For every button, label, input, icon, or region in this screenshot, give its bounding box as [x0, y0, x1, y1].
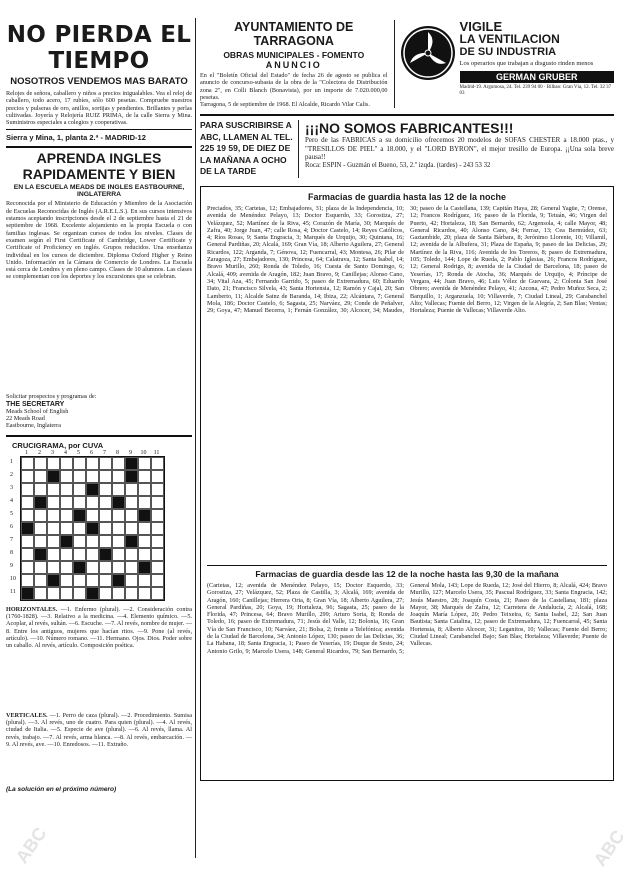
crossword-row-number: 2: [10, 472, 13, 479]
crossword-cell: [86, 509, 99, 522]
crossword-cell: [112, 561, 125, 574]
crossword-cell: [21, 470, 34, 483]
crossword-cell: [138, 457, 151, 470]
crossword-col-number: 3: [51, 449, 54, 456]
crossword-cell: [60, 587, 73, 600]
ayuntamiento-anuncio: ANUNCIO: [265, 60, 322, 70]
crossword-cell: [138, 470, 151, 483]
crossword-cell: [151, 509, 164, 522]
left-column: [6, 0, 192, 793]
crossword-cell: [151, 483, 164, 496]
crossword-cell: [47, 509, 60, 522]
crossword-black-cell: [47, 470, 60, 483]
crossword-cell: [21, 548, 34, 561]
crossword-cell: [112, 587, 125, 600]
crossword-vertical: [6, 712, 192, 784]
ad-ingles-contact-intro: Solicitar prospectos y programas de:: [6, 393, 97, 401]
crossword-horizontal: [6, 606, 192, 710]
ayuntamiento-date: Tarragona, 5 de septiembre de 1968. El Alcalde, Ricardo Vilar Calis.: [200, 101, 370, 109]
ad-relojes-footer: Sierra y Mina, 1, planta 2.ª - MADRID-12: [6, 133, 146, 143]
crossword-black-cell: [60, 535, 73, 548]
crossword-cell: [151, 561, 164, 574]
crossword-cell: [151, 587, 164, 600]
ad-ingles-contact-name: THE SECRETARY: [6, 400, 65, 408]
crossword-row-number: 1: [10, 459, 13, 466]
crossword-cell: [60, 483, 73, 496]
crossword-cell: [138, 496, 151, 509]
crossword-cell: [47, 548, 60, 561]
crossword-row-numbers: [10, 456, 20, 601]
crossword-solution-note: (La solución en el próximo número): [6, 785, 117, 793]
crossword-black-cell: [86, 483, 99, 496]
crossword-cell: [60, 470, 73, 483]
crossword-row-number: 4: [10, 498, 13, 505]
crossword-cell: [138, 522, 151, 535]
crossword-title: CRUCIGRAMA, por CUVA: [12, 440, 104, 450]
ad-ingles-body: Reconocida por el Ministerio de Educación y Miembro de la Asociación de Escuelas Reconocidas de Inglés (A.R.E.L.S.). En sus cursos intensivos estamos aceptando inscripciones desde el 2 de septiembre hasta el 21 de septiembre de 1968. Excelente alojamiento en la propia Escuela o con familias inglesas. Se organizan cursos de todos los niveles. Clases de examen según el First Certificate of Cambridge, Lower Certificate y Certificate of Proficiency en inglés. Grupos reducidos. Una enseñanza individual en los cursos de diciembre. Diploma Oxford Higher y Reino Unido. Información en la Cámara de Comercio de Londres. La Escuela está cerca de Londres y en pleno campo. Clases de 10 alumnos. Las clases se complementan con los deportes y los excursiones que se celebran.: [6, 200, 192, 281]
crossword-cell: [86, 496, 99, 509]
crossword-cell: [86, 457, 99, 470]
crossword-cell: [99, 496, 112, 509]
crossword-grid: [20, 456, 165, 601]
crossword-cell: [151, 470, 164, 483]
crossword-row-number: 9: [10, 563, 13, 570]
crossword-cell: [125, 509, 138, 522]
crossword-cell: [138, 535, 151, 548]
crossword-black-cell: [86, 522, 99, 535]
crossword-cell: [21, 535, 34, 548]
crossword-cell: [112, 483, 125, 496]
crossword-cell: [47, 457, 60, 470]
crossword-col-number: 7: [103, 449, 106, 456]
crossword-black-cell: [73, 509, 86, 522]
crossword-cell: [125, 587, 138, 600]
crossword-cell: [125, 522, 138, 535]
crossword-cell: [73, 457, 86, 470]
crossword-vertical-title: VERTICALES.: [6, 711, 48, 719]
crossword-cell: [60, 522, 73, 535]
ad-ingles-contact-city: Eastbourne, Inglaterra: [6, 422, 61, 430]
crossword-col-number: 10: [140, 449, 147, 456]
crossword-cell: [47, 483, 60, 496]
crossword-black-cell: [125, 457, 138, 470]
crossword-cell: [21, 496, 34, 509]
ventilacion-tagline: Los operarios que trabajan a disgusto rinden menos: [459, 60, 594, 67]
crossword-col-number: 11: [153, 449, 160, 456]
crossword-cell: [99, 561, 112, 574]
ad-relojes-subhead: NOSOTROS VENDEMOS MAS BARATO: [10, 76, 188, 87]
crossword-cell: [151, 457, 164, 470]
crossword-black-cell: [21, 587, 34, 600]
crossword-cell: [112, 548, 125, 561]
crossword-cell: [86, 548, 99, 561]
crossword-col-number: 4: [64, 449, 67, 456]
ventilacion-title-2: LA VENTILACION: [459, 32, 560, 46]
crossword-col-number: 5: [77, 449, 80, 456]
crossword-cell: [47, 496, 60, 509]
ventilacion-title-3: DE SU INDUSTRIA: [459, 46, 557, 58]
ayuntamiento-body: En el "Boletín Oficial del Estado" de fecha 26 de agosto se publica el anuncio de concurso-subasta de la obra de la "Colectora de Distribución zona 2", en Colli Blanch (Bonavista), por un importe de 7.020.000,00 pesetas.: [200, 72, 388, 101]
ad-ingles-headline-2: RAPIDAMENTE Y BIEN: [22, 166, 176, 183]
crossword-cell: [99, 509, 112, 522]
crossword-cell: [34, 509, 47, 522]
crossword-row-number: 11: [10, 589, 16, 596]
crossword-cell: [60, 509, 73, 522]
ventilacion-addresses: Madrid-19. Argumosa, 24. Tel. 239 94 00 · Bilbao: Gran Vía, 12. Tel. 32 37 03: [459, 84, 612, 96]
crossword-cell: [125, 561, 138, 574]
crossword-black-cell: [47, 574, 60, 587]
crossword-horizontal-title: HORIZONTALES.: [6, 605, 58, 613]
crossword-cell: [151, 496, 164, 509]
crossword-cell: [34, 587, 47, 600]
farmacias-noche-headline: Farmacias de guardia desde las 12 de la noche hasta las 9,30 de la mañana: [255, 568, 559, 579]
farmacias-dia-list: Preciados, 35; Cartetas, 12; Embajadores, 31; plaza de la Independencia, 10; avenida de Menéndez Pelayo, 13; Doctor Esquerdo, 33; Gorostiza, 27; Velázquez, 52; Martínez de la Riva, 45; Corazón de María, 30; Marqués de Zafra, 40; Jorge Juan, 47; calle Rosa, 4; Doctor Castelo, 14; Reyes Católicos, 4; Ríos Rosas, 9; Santa Engracia, 3; Marqués de Urquijo, 30; Quintana, 16; General Pardiñas, 20; Alcalá, 169; Gran Vía, 18; Alberto Aguilera, 27; General Ricardos, 122; Arganda, 7; Génova, 12; Fuencarral, 43; Montesa, 26; Pilar de Zaragoza, 27; Embajadores, 130; Princesa, 64; Calatrava, 12; Santa Isabel, 14; Bravo Murillo, 260; Ronda de Toledo, 16; Cuesta de Santo Domingo, 6; Alcalá, 409; avenida de Aragón, 182; Juan Bravo, 9; Canillejas; Alonso Cano, 34; Vital Aza, 45; Fernando Garrido, 5; paseo de Extremadura, 60; Eduardo Dato, 21; Francisco Silvela, 43; Santa Hortensia, 12; Ramón y Cajal, 20; San Lamberto, 11; Alcalde Sainz de Baranda, 14; Ibiza, 22; Alcántara, 7; General Mola, 186; Doctor Castelo, 6; Sagasta, 25; Narváez, 29; Conde de Peñalver, 29; Goya, 47; Manuel Becerra, 1; Fernán González, 30; Alcocer, 34; Maudes, 30; paseo de la Castellana, 139; Capitán Haya, 28; General Yagüe, 7; Orense, 12; Francos Rodríguez, 16; paseo de la Florida, 9; Tetuán, 46; Virgen del Puerto, 42; Hortaleza, 18; San Bernardo, 62; Argensola, 4; calle Mayor, 48; General Ricardos, 40; Alonso Cano, 84; Ferraz, 13; Cea Bermúdez, 63; Gaztambide, 20; plaza de Santa Bárbara, 8; Jerónimo Llorente, 10; Villamil, 12; avenida de la Albufera, 31; Plaza de España, 9; paseo de las Delicias, 29; Martínez de la Riva, 116; Avenida de los Toreros, 8; paseo de Extremadura, 105; Toledo, 144; Lope de Rueda, 2; Pablo Iglesias, 26; Francos Rodríguez, 12; General Rodrigo, 8; avenida de la Ciudad de Barcelona, 18; paseo de Yeserías, 17; Ronda de Atocha, 36; Marqués de Urquijo, 4; Príncipe de Vergara, 44; Juan Bravo, 46; Luis Vélez de Guevara, 2; Colonia San José Obrero; avenida de Menéndez Pelayo, 41; Azcona, 47; Pedro Muñoz Seca, 2; Barquillo, 1; Arganzuela, 10; Villaverde, 7; Ciudad Lineal, 29; Carabanchel Alto; Vallecas; Fuente del Berro, 12; Virgen de la Alegría, 2; San Blas; Ventas; Hortaleza; Puente de Vallecas; Villaverde Alto.: [207, 204, 607, 315]
crossword-cell: [73, 587, 86, 600]
ad-ingles-subhead: EN LA ESCUELA MEADS DE INGLES EASTBOURNE, INGLATERRA: [13, 184, 185, 199]
ayuntamiento-subhead: OBRAS MUNICIPALES - FOMENTO: [223, 50, 365, 60]
crossword-cell: [60, 561, 73, 574]
crossword-cell: [125, 548, 138, 561]
crossword-black-cell: [99, 548, 112, 561]
crossword-cell: [138, 587, 151, 600]
crossword-cell: [112, 535, 125, 548]
ayuntamiento-headline: AYUNTAMIENTO DE TARRAGONA: [234, 20, 354, 48]
crossword-cell: [73, 574, 86, 587]
ad-ingles-contact-addr: 22 Meads Road: [6, 415, 45, 423]
crossword-cell: [138, 574, 151, 587]
crossword-cell: [34, 483, 47, 496]
crossword-black-cell: [34, 496, 47, 509]
crossword-cell: [60, 457, 73, 470]
fan-icon: [401, 26, 455, 80]
fabricantes-contact: Roca: ESPIN - Guzmán el Bueno, 53, 2.º izqda. (tardes) - 243 53 32: [305, 161, 491, 169]
crossword-cell: [151, 522, 164, 535]
crossword-cell: [73, 548, 86, 561]
crossword-cell: [86, 561, 99, 574]
farmacias-dia-headline: Farmacias de guardia hasta las 12 de la noche: [307, 191, 507, 202]
crossword-cell: [99, 457, 112, 470]
crossword-cell: [99, 522, 112, 535]
crossword-black-cell: [112, 574, 125, 587]
crossword-col-number: 2: [38, 449, 41, 456]
watermark-right: ABC: [589, 826, 629, 870]
ad-ayuntamiento: [200, 20, 388, 108]
crossword-row-number: 6: [10, 524, 13, 531]
crossword-row-number: 3: [10, 485, 13, 492]
crossword-cell: [73, 483, 86, 496]
ad-abc-suscripcion: PARA SUSCRIBIRSE A ABC, LLAMEN AL TEL. 225 19 59, DE DIEZ DE LA MAÑANA A OCHO DE LA TARDE: [200, 120, 299, 178]
crossword-black-cell: [125, 470, 138, 483]
ad-fabricantes: [305, 120, 614, 178]
ventilacion-brand: GERMAN GRUBER: [460, 71, 614, 83]
crossword: [6, 441, 192, 793]
ad-relojes-headline: NO PIERDA EL TIEMPO: [6, 22, 192, 74]
crossword-cell: [73, 522, 86, 535]
crossword-cell: [34, 574, 47, 587]
crossword-row-number: 10: [10, 576, 16, 583]
crossword-row-number: 5: [10, 511, 13, 518]
crossword-cell: [21, 574, 34, 587]
crossword-cell: [34, 522, 47, 535]
ventilacion-title-1: VIGILE: [459, 19, 503, 34]
crossword-cell: [73, 470, 86, 483]
crossword-cell: [99, 587, 112, 600]
crossword-vertical-clues: —1. Perro de caza (plural). —2. Procedimiento. Sumisa (plural). —3. Al revés, uno de cuatro. Para quien (plural). —4. Al revés, ciudad de Italia. —5. Especie de ave (plural). —6. Al revés, llama. Al revés, trabajo. —7. Al revés, arma blanca. —8. Al revés, embarcación. —9. Al revés, ave. —10. Enredosos. —11. Extraño.: [6, 711, 192, 748]
crossword-black-cell: [86, 587, 99, 600]
farmacias-box: [200, 186, 614, 781]
crossword-cell: [112, 470, 125, 483]
crossword-cell: [21, 561, 34, 574]
crossword-cell: [125, 483, 138, 496]
ad-ingles: [6, 151, 192, 429]
crossword-cell: [86, 535, 99, 548]
crossword-cell: [34, 535, 47, 548]
ad-ventilacion: [401, 20, 614, 108]
crossword-black-cell: [138, 561, 151, 574]
ad-relojes-body: Relojes de señora, caballero y niños a precios inigualables. Vea el reloj de caballero, todo acero, 17 rubíes, sólo 600 pesetas. Compruebe nuestros precios y pulseras de oro, anillos, sortijas y pendientes. Brillantes y perlas cultivadas. Joyería y Relojería RUIZ PRIMA, de la calle Sierra y Mina. Suministros especiales a colegios y cooperativas.: [6, 90, 192, 127]
crossword-cell: [60, 496, 73, 509]
ad-ingles-contact-school: Meads School of English: [6, 407, 69, 415]
crossword-col-number: 9: [129, 449, 132, 456]
crossword-cell: [21, 483, 34, 496]
crossword-cell: [47, 535, 60, 548]
crossword-cell: [125, 574, 138, 587]
crossword-black-cell: [34, 548, 47, 561]
crossword-cell: [138, 483, 151, 496]
crossword-cell: [99, 483, 112, 496]
crossword-cell: [112, 509, 125, 522]
crossword-cell: [86, 470, 99, 483]
farmacias-noche-list: (Cartetas, 12; avenida de Menéndez Pelayo, 15; Doctor Esquerdo, 33; Gorostiza, 27; Velázquez, 52; Plaza de Castilla, 3; Alcalá, 169; avenida de Aragón, 160; Canillejas; Herrera Oria, 8; Gran Vía, 18; Alberto Aguilera, 27; General Pardiñas, 20; Goya, 19; Hortaleza, 96; Sagasta, 25; paseo de la Florida, 47; Princesa, 64; Bravo Murillo, 299; Arturo Soria, 8; Ronda de Toledo, 16; paseo de Extremadura, 71; Jesús del Valle, 12; Bolonia, 16; Gran Vía de San Francisco, 10; Narváez, 21; Bolsa, 2; frente a Telefónica; avenida de la Ciudad de Barcelona, 34; Antonio López, 130; paseo de las Delicias, 36; La Habana, 18; Santa Engracia, 1; Paseo de Yeserías, 19; Duque de Sesto, 24; Antonio Grilo, 9; Marcelo Usera, 148; General Ricardos, 79; San Bernardo, 5; General Mola, 143; Lope de Rueda, 12; José del Hierro, 8; Alcalá, 424; Bravo Murillo, 127; Marcelo Usera, 35; Pascual Rodríguez, 33; Santa Engracia, 142; Jesús Maestro, 28; Joaquín Costa, 21; Paseo de la Castellana, 181; plaza Mayor, 38; Marqués de Zafra, 12; Carretera de Andalucía, 2; Alcalá, 168; Joaquín María López, 20; Pedro Teixeira, 6; Santa Isabel, 22; San Juan Bautista; Santa Catalina, 12; paseo de Extremadura, 12; Fuencarral, 45; Santa Hortensia, 8; Alberto Alcocer, 31; Leganitos, 10; Vallecas; Fuente del Berro; Ciudad Lineal; Carabanchel Bajo; San Blas; Hortaleza; Villaverde; Puente de Vallecas.: [207, 581, 607, 655]
watermark-left: ABC: [11, 823, 51, 867]
right-column: [200, 0, 614, 781]
fabricantes-headline: ¡¡¡NO SOMOS FABRICANTES!!!: [305, 120, 514, 137]
crossword-cell: [99, 574, 112, 587]
crossword-cell: [99, 535, 112, 548]
crossword-cell: [86, 574, 99, 587]
crossword-row-number: 8: [10, 550, 13, 557]
crossword-cell: [151, 574, 164, 587]
crossword-cell: [112, 457, 125, 470]
crossword-col-number: 1: [25, 449, 28, 456]
crossword-cell: [73, 535, 86, 548]
crossword-black-cell: [112, 496, 125, 509]
crossword-row-number: 7: [10, 537, 13, 544]
crossword-cell: [47, 561, 60, 574]
crossword-cell: [73, 496, 86, 509]
crossword-black-cell: [21, 522, 34, 535]
crossword-cell: [21, 457, 34, 470]
crossword-cell: [138, 548, 151, 561]
crossword-cell: [34, 470, 47, 483]
ad-relojes: [6, 22, 192, 142]
crossword-cell: [99, 470, 112, 483]
fabricantes-body: Pero de las FABRICAS a su domicilio ofrecemos 20 modelos de SOFAS CHESTER a 18.000 ptas., y "TRESILLOS DE PIEL" a 18.000, y el "LORD BYRON", el mejor tresillo de Europa. ¡¡Una sola breve pausa!!: [305, 136, 614, 162]
crossword-cell: [151, 548, 164, 561]
crossword-cell: [125, 496, 138, 509]
crossword-col-number: 8: [116, 449, 119, 456]
crossword-black-cell: [125, 535, 138, 548]
crossword-horizontal-clues: —1. Enfermo (plural). —2. Consideración contra (1760-1828). —3. Relativo a la medicina. —4. Elemento químico. —5. Acoplar, al revés, sultán. —6. Escuche. —7. Al revés, nombre de mujer. —8. Entre los antiguos, mujeres que hacían ritos. —9. Pone (al revés, artículo). —10. Número romano. —11. Hermano. Ojos. Dios. Poder sobre un caballo. Al revés, artículo. Composición poética.: [6, 605, 193, 650]
crossword-cell: [34, 457, 47, 470]
crossword-cell: [47, 587, 60, 600]
crossword-cell: [151, 535, 164, 548]
crossword-cell: [34, 561, 47, 574]
ad-ingles-headline-1: APRENDA INGLES: [36, 150, 162, 167]
crossword-col-number: 6: [90, 449, 93, 456]
crossword-black-cell: [138, 509, 151, 522]
crossword-cell: [60, 574, 73, 587]
crossword-cell: [60, 548, 73, 561]
crossword-cell: [112, 522, 125, 535]
crossword-black-cell: [73, 561, 86, 574]
crossword-cell: [47, 522, 60, 535]
crossword-cell: [21, 509, 34, 522]
